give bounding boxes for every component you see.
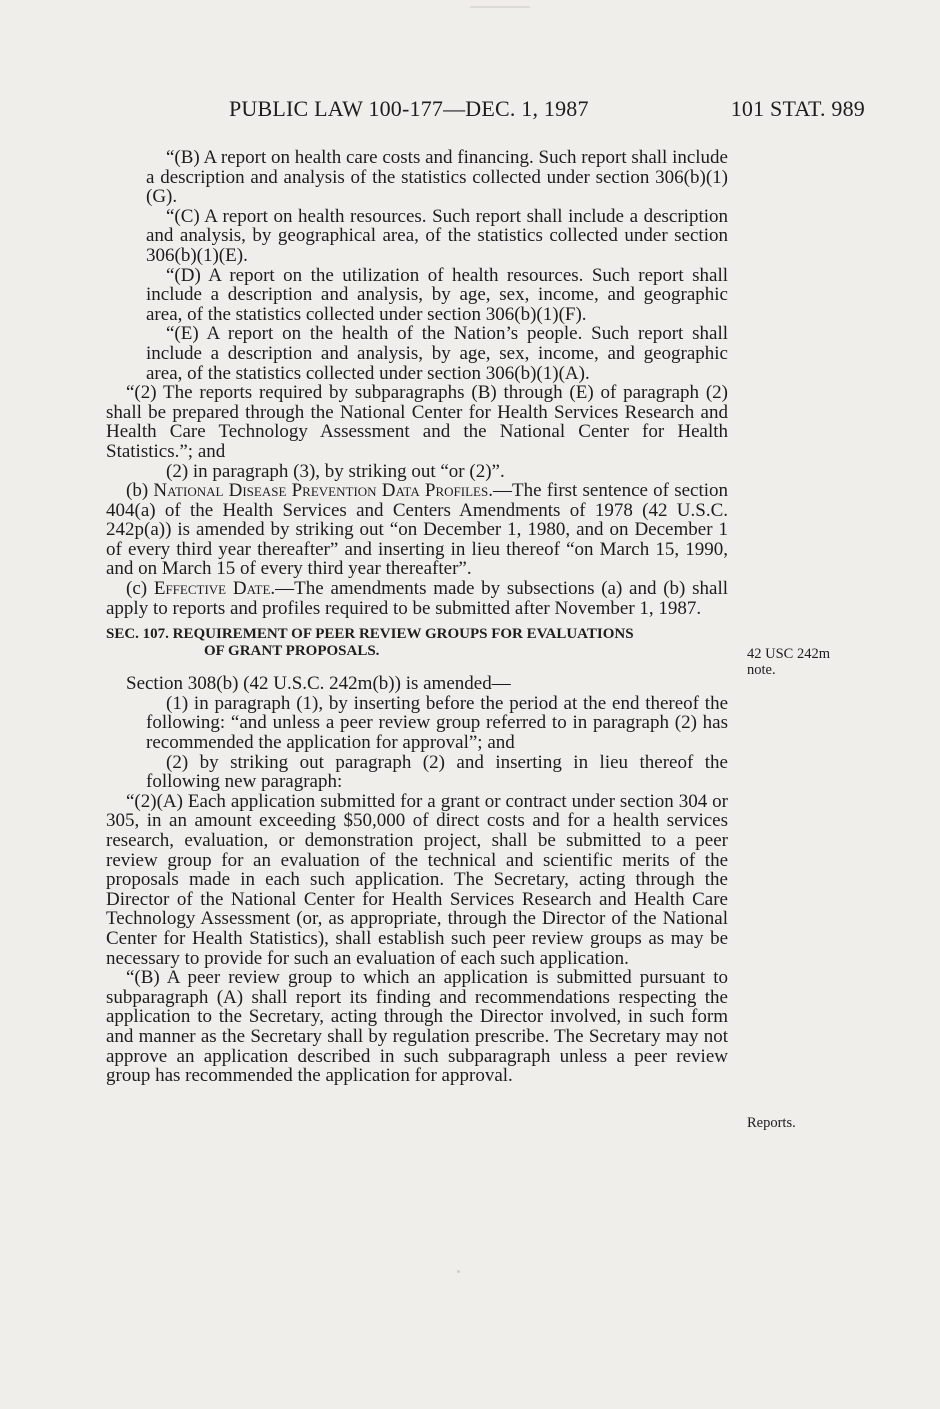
- body-text: [106, 148, 728, 1086]
- subparagraph-e: “(E) A report on the health of the Nation’s people. Such report shall include a description and analysis, by age, sex, income, and geographic area, of the statistics collected under section 306(b)(1)(A).: [146, 323, 728, 384]
- subparagraph-b: “(B) A report on health care costs and financing. Such report shall include a description and analysis of the statistics collected under section 306(b)(1)(G).: [146, 147, 728, 208]
- subsection-b: (b) National Disease Prevention Data Profiles.—The first sentence of section 404(a) of the Health Services and Centers Amendments of 1978 (42 U.S.C. 242p(a)) is amended by striking out “on December 1, 1980, and on December 1 of every third year thereafter” and inserting in lieu thereof “on March 15, 1990, and on March 15 of every third year thereafter”.: [106, 480, 729, 580]
- law-citation: PUBLIC LAW 100-177—DEC. 1, 1987: [229, 96, 589, 121]
- paragraph-2A: “(2)(A) Each application submitted for a grant or contract under section 304 or 305, in an amount exceeding $50,000 of direct costs and for a health services research, evaluation, or demonstration project, shall be submitted to a peer review group for an evaluation of the technical and scientific merits of the proposals made in each such application. The Secretary, acting through the Director of the National Center for Health Services Research and Health Care Technology Assessment (or, as appropriate, through the Director of the National Center for Health Statistics), shall establish such peer review groups as may be necessary to provide for such an evaluation of each such application.: [106, 790, 728, 969]
- scan-speck: [457, 1270, 460, 1273]
- subparagraph-c: “(C) A report on health resources. Such report shall include a description and analysis, by geographical area, of the statistics collected under section 306(b)(1)(E).: [146, 205, 728, 266]
- margin-note-usc: 42 USC 242m note.: [747, 646, 830, 678]
- subsection-c: (c) Effective Date.—The amendments made by subsections (a) and (b) shall apply to reports and profiles required to be submitted after November 1, 1987.: [106, 578, 729, 619]
- stat-page-number: 101 STAT. 989: [730, 96, 865, 121]
- section-308b-intro: Section 308(b) (42 U.S.C. 242m(b)) is amended—: [126, 673, 511, 695]
- subsection-b-heading: National Disease Prevention Data Profiles.: [153, 480, 493, 502]
- paragraph-3-amendment: (2) in paragraph (3), by striking out “or (2)”.: [166, 460, 505, 482]
- amendment-item-2: (2) by striking out paragraph (2) and inserting in lieu thereof the following new paragraph:: [146, 751, 728, 793]
- section-107-heading: SEC. 107. REQUIREMENT OF PEER REVIEW GROUPS FOR EVALUATIONS OF GRANT PROPOSALS.: [106, 626, 634, 660]
- scan-speck: [470, 6, 530, 8]
- subparagraph-d: “(D) A report on the utilization of health resources. Such report shall include a description and analysis, by age, sex, income, and geographic area, of the statistics collected under section 306(b)(1)(F).: [146, 264, 728, 325]
- running-header: [229, 96, 865, 126]
- paragraph-2B: “(B) A peer review group to which an application is submitted pursuant to subparagraph (A) shall report its finding and recommendations respecting the application to the Secretary, acting through the Director involved, in such form and manner as the Secretary shall by regulation prescribe. The Secretary may not approve an application described in such subparagraph unless a peer review group has recommended the application for approval.: [106, 967, 728, 1087]
- amendment-item-1: (1) in paragraph (1), by inserting before the period at the end thereof the following: “and unless a peer review group referred to in paragraph (2) has recommended the application for approval”; and: [146, 692, 728, 754]
- margin-note-reports: Reports.: [747, 1115, 796, 1131]
- subsection-c-heading: Effective Date.: [153, 578, 276, 600]
- paragraph-2: “(2) The reports required by subparagraphs (B) through (E) of paragraph (2) shall be prepared through the National Center for Health Services Research and Health Care Technology Assessment and the National Center for Health Statistics.”; and: [106, 382, 728, 462]
